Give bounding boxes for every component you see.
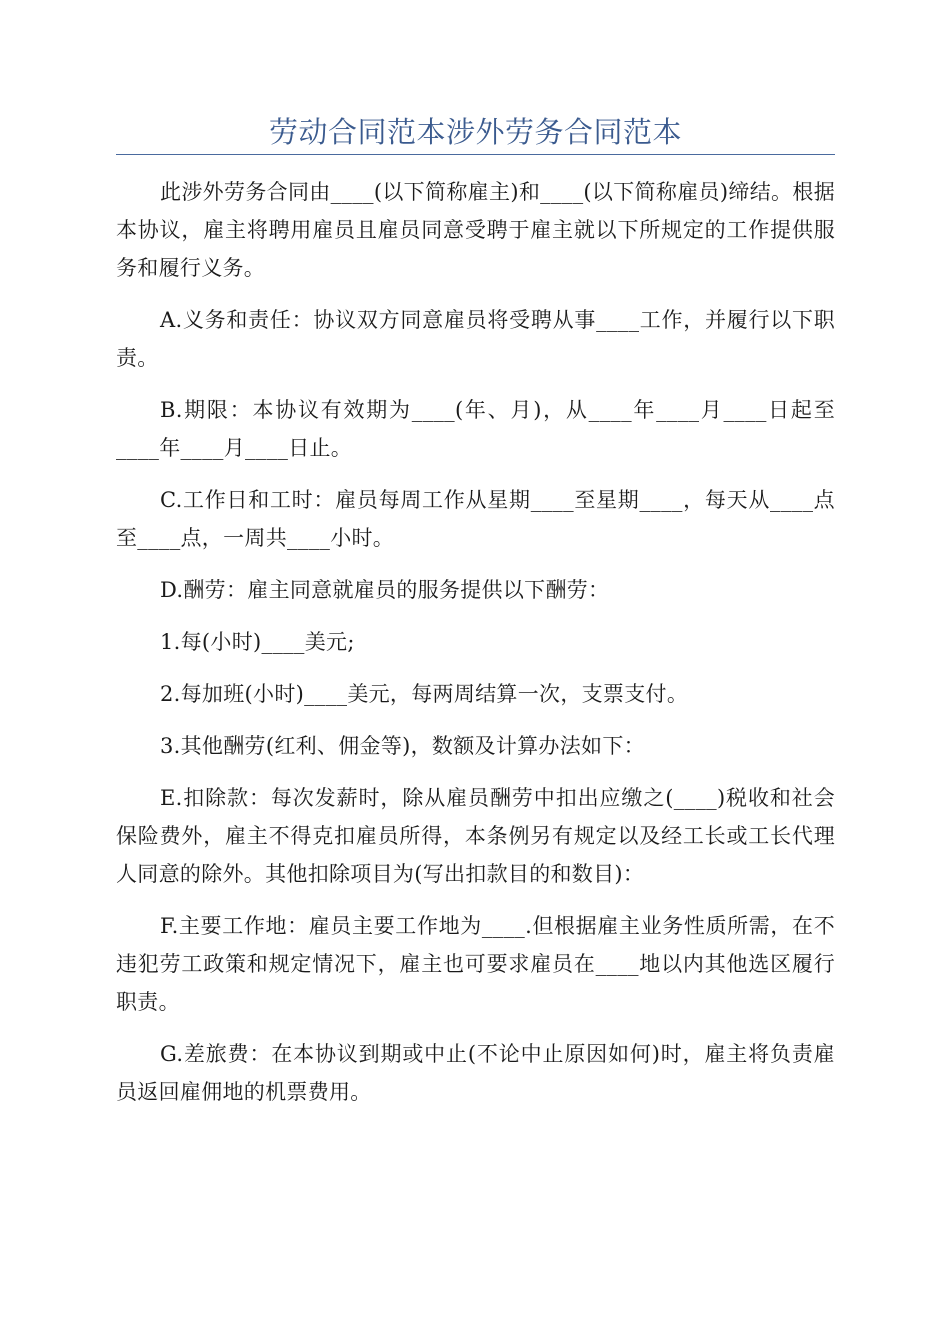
paragraph-remuneration: D.酬劳：雇主同意就雇员的服务提供以下酬劳： xyxy=(160,578,610,602)
paragraph-duties: A.义务和责任：协议双方同意雇员将受聘从事____工作，并履行以下职责。 xyxy=(116,308,835,370)
document-body xyxy=(116,173,835,1125)
paragraph-hourly-rate: 1.每(小时)____美元; xyxy=(160,630,355,654)
paragraph-travel-expenses: G.差旅费：在本协议到期或中止(不论中止原因如何)时，雇主将负责雇员返回雇佣地的机票费用。 xyxy=(116,1042,835,1104)
paragraph-work-location: F.主要工作地：雇员主要工作地为____.但根据雇主业务性质所需，在不违犯劳工政策和规定情况下，雇主也可要求雇员在____地以内其他选区履行职责。 xyxy=(116,914,835,1014)
paragraph-deductions: E.扣除款：每次发薪时，除从雇员酬劳中扣出应缴之(____)税收和社会保险费外，雇主不得克扣雇员所得，本条例另有规定以及经工长或工长代理人同意的除外。其他扣除项目为(写出扣款目的和数目)： xyxy=(116,786,835,886)
document-title: 劳动合同范本涉外劳务合同范本 xyxy=(268,115,682,149)
paragraph-other-remuneration: 3.其他酬劳(红利、佣金等)，数额及计算办法如下： xyxy=(160,734,645,758)
paragraph-term: B.期限：本协议有效期为____(年、月)，从____年____月____日起至____年____月____日止。 xyxy=(116,398,835,460)
title-underline xyxy=(116,154,835,155)
paragraph-working-hours: C.工作日和工时：雇员每周工作从星期____至星期____，每天从____点至____点，一周共____小时。 xyxy=(116,488,835,550)
paragraph-overtime-rate: 2.每加班(小时)____美元，每两周结算一次，支票支付。 xyxy=(160,682,689,706)
paragraph-intro: 此涉外劳务合同由____(以下简称雇主)和____(以下简称雇员)缔结。根据本协议，雇主将聘用雇员且雇员同意受聘于雇主就以下所规定的工作提供服务和履行义务。 xyxy=(116,180,835,280)
